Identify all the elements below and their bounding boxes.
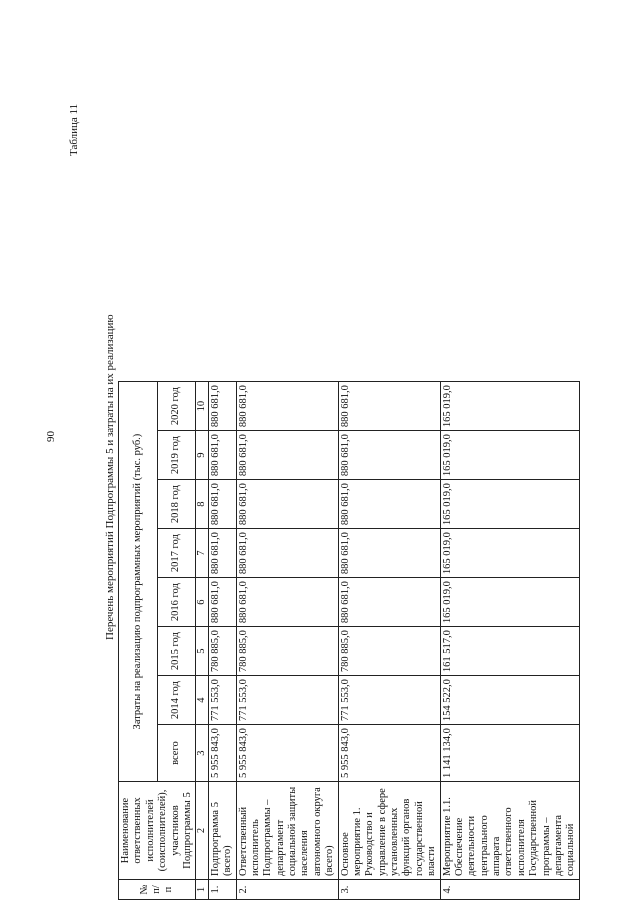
table-title: Перечень мероприятий Подпрограммы 5 и затраты на их реализацию [104,314,116,640]
row-number: 1. [208,880,236,900]
row-value: 880 681,0 [338,382,440,431]
row-value: 780 885,0 [236,627,338,676]
header-year: 2016 год [157,578,196,627]
row-value: 1 141 134,0 [440,725,579,782]
row-value: 880 681,0 [338,529,440,578]
row-value: 880 681,0 [236,578,338,627]
header-num: № п/п [119,880,196,900]
page-number: 90 [45,431,57,442]
header-total: всего [157,725,196,782]
row-value: 5 955 843,0 [236,725,338,782]
row-value: 161 517,0 [440,627,579,676]
table-row [236,382,338,900]
row-value: 771 553,0 [338,676,440,725]
row-value: 880 681,0 [208,529,236,578]
column-number: 4 [196,676,209,725]
row-value: 165 019,0 [440,480,579,529]
row-value: 880 681,0 [208,480,236,529]
row-name: Основное мероприятие 1. Руководство и управление в сфере установленных функций органов государственной власти [338,782,440,880]
column-number: 9 [196,431,209,480]
table-row [208,382,236,900]
row-value: 780 885,0 [208,627,236,676]
row-number: 3. [338,880,440,900]
header-year: 2017 год [157,529,196,578]
column-number: 8 [196,480,209,529]
row-value: 880 681,0 [236,431,338,480]
row-name: Подпрограмма 5 (всего) [208,782,236,880]
column-numbering-row [196,382,209,900]
row-number: 4. [440,880,579,900]
row-value: 880 681,0 [208,431,236,480]
table-row [440,382,579,900]
column-number: 2 [196,782,209,880]
header-year: 2015 год [157,627,196,676]
table-label: Таблица 11 [68,103,80,156]
row-value: 780 885,0 [338,627,440,676]
row-value: 880 681,0 [236,382,338,431]
column-number: 6 [196,578,209,627]
measures-table [118,381,580,900]
row-value: 5 955 843,0 [208,725,236,782]
header-year: 2018 год [157,480,196,529]
row-name: Ответственный исполнитель Подпрограммы – департамент социальной защиты населения автономного округа (всего) [236,782,338,880]
row-value: 771 553,0 [208,676,236,725]
column-number: 3 [196,725,209,782]
row-value: 165 019,0 [440,578,579,627]
row-value: 165 019,0 [440,431,579,480]
column-number: 5 [196,627,209,676]
row-value: 771 553,0 [236,676,338,725]
column-number: 7 [196,529,209,578]
row-value: 880 681,0 [208,382,236,431]
rotated-table-wrapper [118,45,618,900]
row-value: 880 681,0 [338,480,440,529]
header-year: 2014 год [157,676,196,725]
header-costs-group: Затраты на реализацию подпрограммных мероприятий (тыс. руб.) [119,382,158,782]
header-year: 2020 год [157,382,196,431]
row-value: 165 019,0 [440,382,579,431]
row-value: 880 681,0 [338,431,440,480]
row-value: 165 019,0 [440,529,579,578]
header-name: Наименование ответственных исполнителей (соисполнителей), участников Подпрограммы 5 [119,782,196,880]
row-value: 5 955 843,0 [338,725,440,782]
row-value: 880 681,0 [338,578,440,627]
table-row [338,382,440,900]
column-number: 10 [196,382,209,431]
header-row-1 [119,382,158,900]
row-number: 2. [236,880,338,900]
row-value: 880 681,0 [236,529,338,578]
column-number: 1 [196,880,209,900]
row-value: 880 681,0 [208,578,236,627]
header-year: 2019 год [157,431,196,480]
row-value: 154 522,0 [440,676,579,725]
row-value: 880 681,0 [236,480,338,529]
row-name: Мероприятие 1.1. Обеспечение деятельности центрального аппарата ответственного исполнителя Государственной программы – департамента социальной [440,782,579,880]
